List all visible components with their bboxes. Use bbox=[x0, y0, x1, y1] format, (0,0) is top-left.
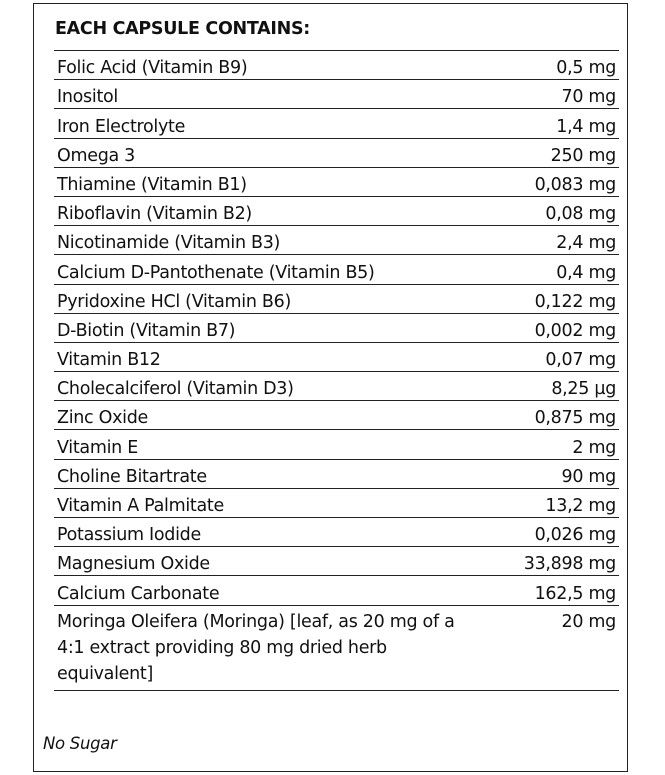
ingredient-row bbox=[54, 139, 619, 168]
ingredient-row bbox=[54, 80, 619, 109]
ingredient-amount: 0,5 mg bbox=[556, 58, 616, 79]
ingredient-name: Choline Bitartrate bbox=[57, 466, 207, 487]
ingredient-amount: 2,4 mg bbox=[556, 233, 616, 254]
ingredient-name: Zinc Oxide bbox=[57, 408, 148, 429]
ingredient-row bbox=[54, 51, 619, 80]
ingredient-amount: 0,07 mg bbox=[545, 350, 616, 371]
ingredient-amount: 0,083 mg bbox=[534, 174, 616, 195]
ingredient-name: Vitamin A Palmitate bbox=[57, 496, 224, 516]
ingredient-amount: 162,5 mg bbox=[534, 583, 616, 604]
ingredient-row bbox=[54, 401, 619, 430]
ingredient-amount: 90 mg bbox=[561, 466, 616, 487]
ingredient-name: Thiamine (Vitamin B1) bbox=[57, 174, 247, 195]
ingredient-amount: 1,4 mg bbox=[556, 116, 616, 137]
ingredient-name: Calcium Carbonate bbox=[57, 583, 220, 604]
ingredient-amount: 0,002 mg bbox=[534, 320, 616, 341]
ingredients-table bbox=[54, 50, 619, 691]
ingredient-row bbox=[54, 460, 619, 489]
ingredient-row bbox=[54, 314, 619, 343]
ingredient-amount: 0,08 mg bbox=[545, 204, 616, 225]
ingredient-amount: 33,898 mg bbox=[523, 554, 616, 575]
ingredient-name: Nicotinamide (Vitamin B3) bbox=[57, 233, 281, 254]
ingredient-amount: 250 mg bbox=[550, 145, 616, 166]
ingredient-amount: 13,2 mg bbox=[545, 496, 616, 516]
ingredient-amount: 0,026 mg bbox=[534, 525, 616, 546]
ingredient-row bbox=[54, 576, 619, 605]
ingredient-row bbox=[54, 430, 619, 459]
ingredient-amount: 0,4 mg bbox=[556, 262, 616, 283]
ingredient-amount: 70 mg bbox=[561, 87, 616, 108]
ingredient-name: Inositol bbox=[57, 87, 118, 108]
ingredient-row bbox=[54, 168, 619, 197]
ingredient-row bbox=[54, 226, 619, 255]
ingredient-amount: 8,25 µg bbox=[551, 379, 616, 400]
ingredient-name: Folic Acid (Vitamin B9) bbox=[57, 58, 248, 79]
footnote: No Sugar bbox=[43, 734, 117, 753]
ingredient-amount: 0,875 mg bbox=[534, 408, 616, 429]
ingredient-name: Vitamin B12 bbox=[57, 350, 161, 371]
ingredient-row bbox=[54, 255, 619, 284]
ingredient-name: Magnesium Oxide bbox=[57, 554, 210, 575]
ingredient-name: Moringa Oleifera (Moringa) [leaf, as 20 mg of a 4:1 extract providing 80 mg dried herb equivalent] bbox=[57, 611, 455, 684]
ingredient-name: Riboflavin (Vitamin B2) bbox=[57, 204, 252, 225]
ingredient-amount: 2 mg bbox=[572, 437, 616, 458]
ingredient-name: Potassium Iodide bbox=[57, 525, 201, 546]
ingredient-name: Calcium D-Pantothenate (Vitamin B5) bbox=[57, 262, 375, 283]
ingredient-row bbox=[54, 518, 619, 547]
ingredient-name: Iron Electrolyte bbox=[57, 116, 186, 137]
ingredient-name: Vitamin E bbox=[57, 437, 138, 458]
panel-heading: EACH CAPSULE CONTAINS: bbox=[55, 19, 310, 39]
supplement-facts-panel bbox=[33, 3, 628, 772]
ingredient-row bbox=[54, 109, 619, 138]
ingredient-row bbox=[54, 547, 619, 576]
ingredient-row bbox=[54, 489, 619, 518]
ingredient-row bbox=[54, 606, 619, 691]
ingredient-amount: 20 mg bbox=[561, 611, 616, 632]
ingredient-row bbox=[54, 197, 619, 226]
ingredient-row bbox=[54, 285, 619, 314]
ingredient-name: Cholecalciferol (Vitamin D3) bbox=[57, 379, 294, 400]
ingredient-name: Pyridoxine HCl (Vitamin B6) bbox=[57, 291, 291, 312]
ingredient-name: Omega 3 bbox=[57, 145, 136, 166]
ingredient-row bbox=[54, 343, 619, 372]
ingredient-row bbox=[54, 372, 619, 401]
ingredient-amount: 0,122 mg bbox=[534, 291, 616, 312]
ingredient-name: D-Biotin (Vitamin B7) bbox=[57, 320, 236, 341]
